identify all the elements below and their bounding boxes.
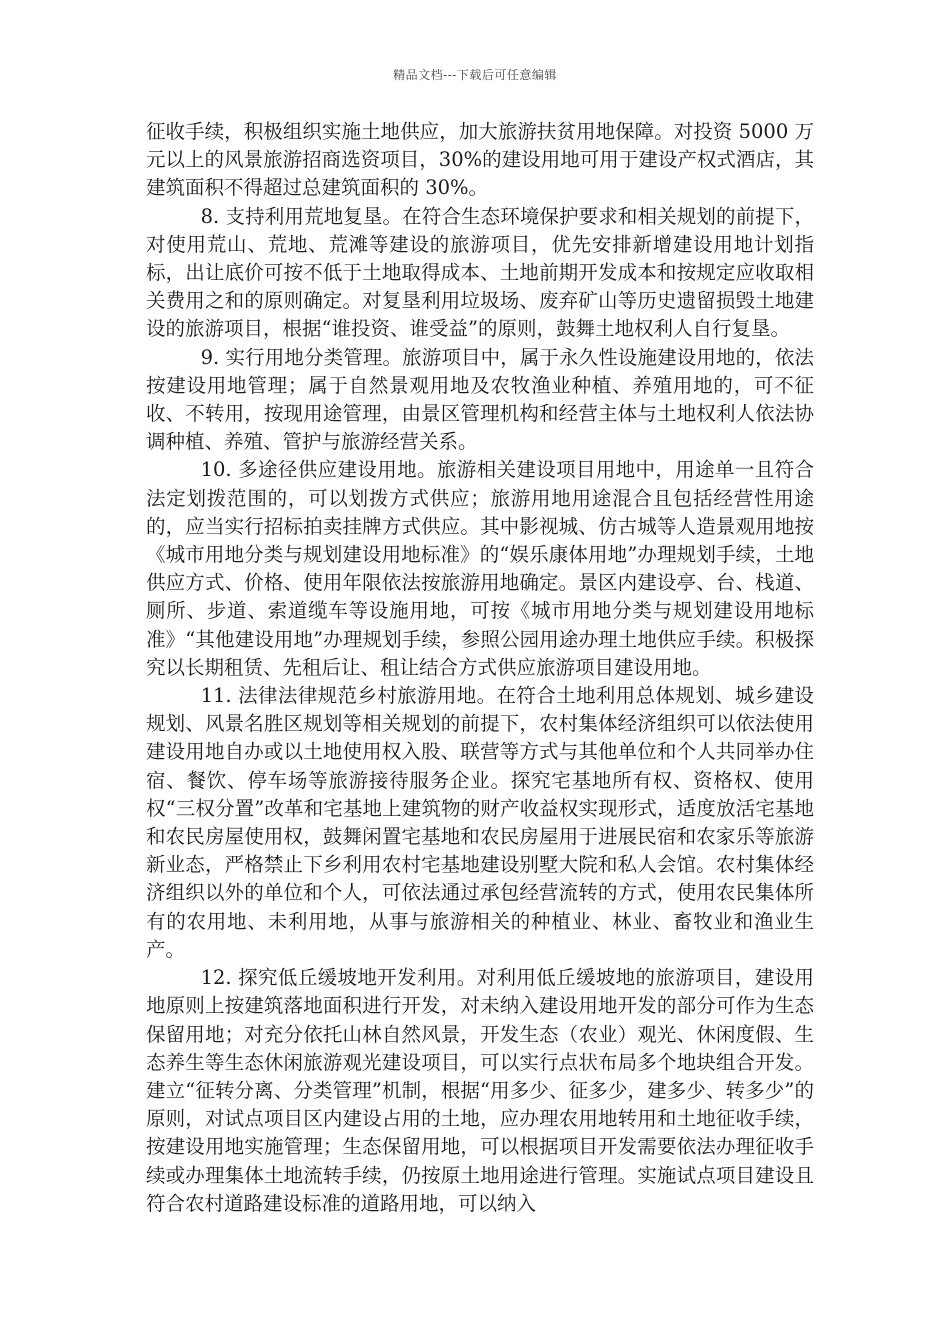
paragraph-item-11: 11. 法律法律规范乡村旅游用地。在符合土地利用总体规划、城乡建设规划、风景名胜区规划等相关规划的前提下，农村集体经济组织可以依法使用建设用地自办或以土地使用权入股、联营等方式与其他单位和个人共同举办住宿、餐饮、停车场等旅游接待服务企业。探究宅基地所有权、资格权、使用权“三权分置”改革和宅基地上建筑物的财产收益权实现形式，适度放活宅基地和农民房屋使用权，鼓舞闲置宅基地和农民房屋用于进展民宿和农家乐等旅游新业态，严格禁止下乡利用农村宅基地建设别墅大院和私人会馆。农村集体经济组织以外的单位和个人，可依法通过承包经营流转的方式，使用农民集体所有的农用地、未利用地，从事与旅游相关的种植业、林业、畜牧业和渔业生产。 bbox=[146, 684, 814, 961]
paragraph-item-10: 10. 多途径供应建设用地。旅游相关建设项目用地中，用途单一且符合法定划拨范围的，可以划拨方式供应；旅游用地用途混合且包括经营性用途的，应当实行招标拍卖挂牌方式供应。其中影视城、仿古城等人造景观用地按《城市用地分类与规划建设用地标准》的“娱乐康体用地”办理规划手续，土地供应方式、价格、使用年限依法按旅游用地确定。景区内建设亭、台、栈道、厕所、步道、索道缆车等设施用地，可按《城市用地分类与规划建设用地标准》“其他建设用地”办理规划手续，参照公园用途办理土地供应手续。积极探究以长期租赁、先租后让、租让结合方式供应旅游项目建设用地。 bbox=[146, 458, 814, 679]
paragraph-item-8: 8. 支持利用荒地复垦。在符合生态环境保护要求和相关规划的前提下，对使用荒山、荒地、荒滩等建设的旅游项目，优先安排新增建设用地计划指标，出让底价可按不低于土地取得成本、土地前期开发成本和按规定应收取相关费用之和的原则确定。对复垦利用垃圾场、废弃矿山等历史遗留损毁土地建设的旅游项目，根据“谁投资、谁受益”的原则，鼓舞土地权利人自行复垦。 bbox=[146, 204, 814, 341]
paragraph-item-9: 9. 实行用地分类管理。旅游项目中，属于永久性设施建设用地的，依法按建设用地管理；属于自然景观用地及农牧渔业种植、养殖用地的，可不征收、不转用，按现用途管理，由景区管理机构和经营主体与土地权利人依法协调种植、养殖、管护与旅游经营关系。 bbox=[146, 345, 814, 454]
document-body bbox=[146, 118, 814, 1218]
paragraph-item-12: 12. 探究低丘缓坡地开发利用。对利用低丘缓坡地的旅游项目，建设用地原则上按建筑落地面积进行开发，对未纳入建设用地开发的部分可作为生态保留用地；对充分依托山林自然风景，开发生态（农业）观光、休闲度假、生态养生等生态休闲旅游观光建设项目，可以实行点状布局多个地块组合开发。建立“征转分离、分类管理”机制，根据“用多少、征多少，建多少、转多少”的原则，对试点项目区内建设占用的土地，应办理农用地转用和土地征收手续，按建设用地实施管理；生态保留用地，可以根据项目开发需要依法办理征收手续或办理集体土地流转手续，仍按原土地用途进行管理。实施试点项目建设且符合农村道路建设标准的道路用地，可以纳入 bbox=[146, 966, 814, 1215]
page-header: 精品文档---下载后可任意编辑 bbox=[393, 68, 557, 82]
paragraph-continuation: 征收手续，积极组织实施土地供应，加大旅游扶贫用地保障。对投资 5000 万元以上的风景旅游招商选资项目，30%的建设用地可用于建设产权式酒店，其建筑面积不得超过总建筑面积的 30%。 bbox=[146, 120, 814, 200]
